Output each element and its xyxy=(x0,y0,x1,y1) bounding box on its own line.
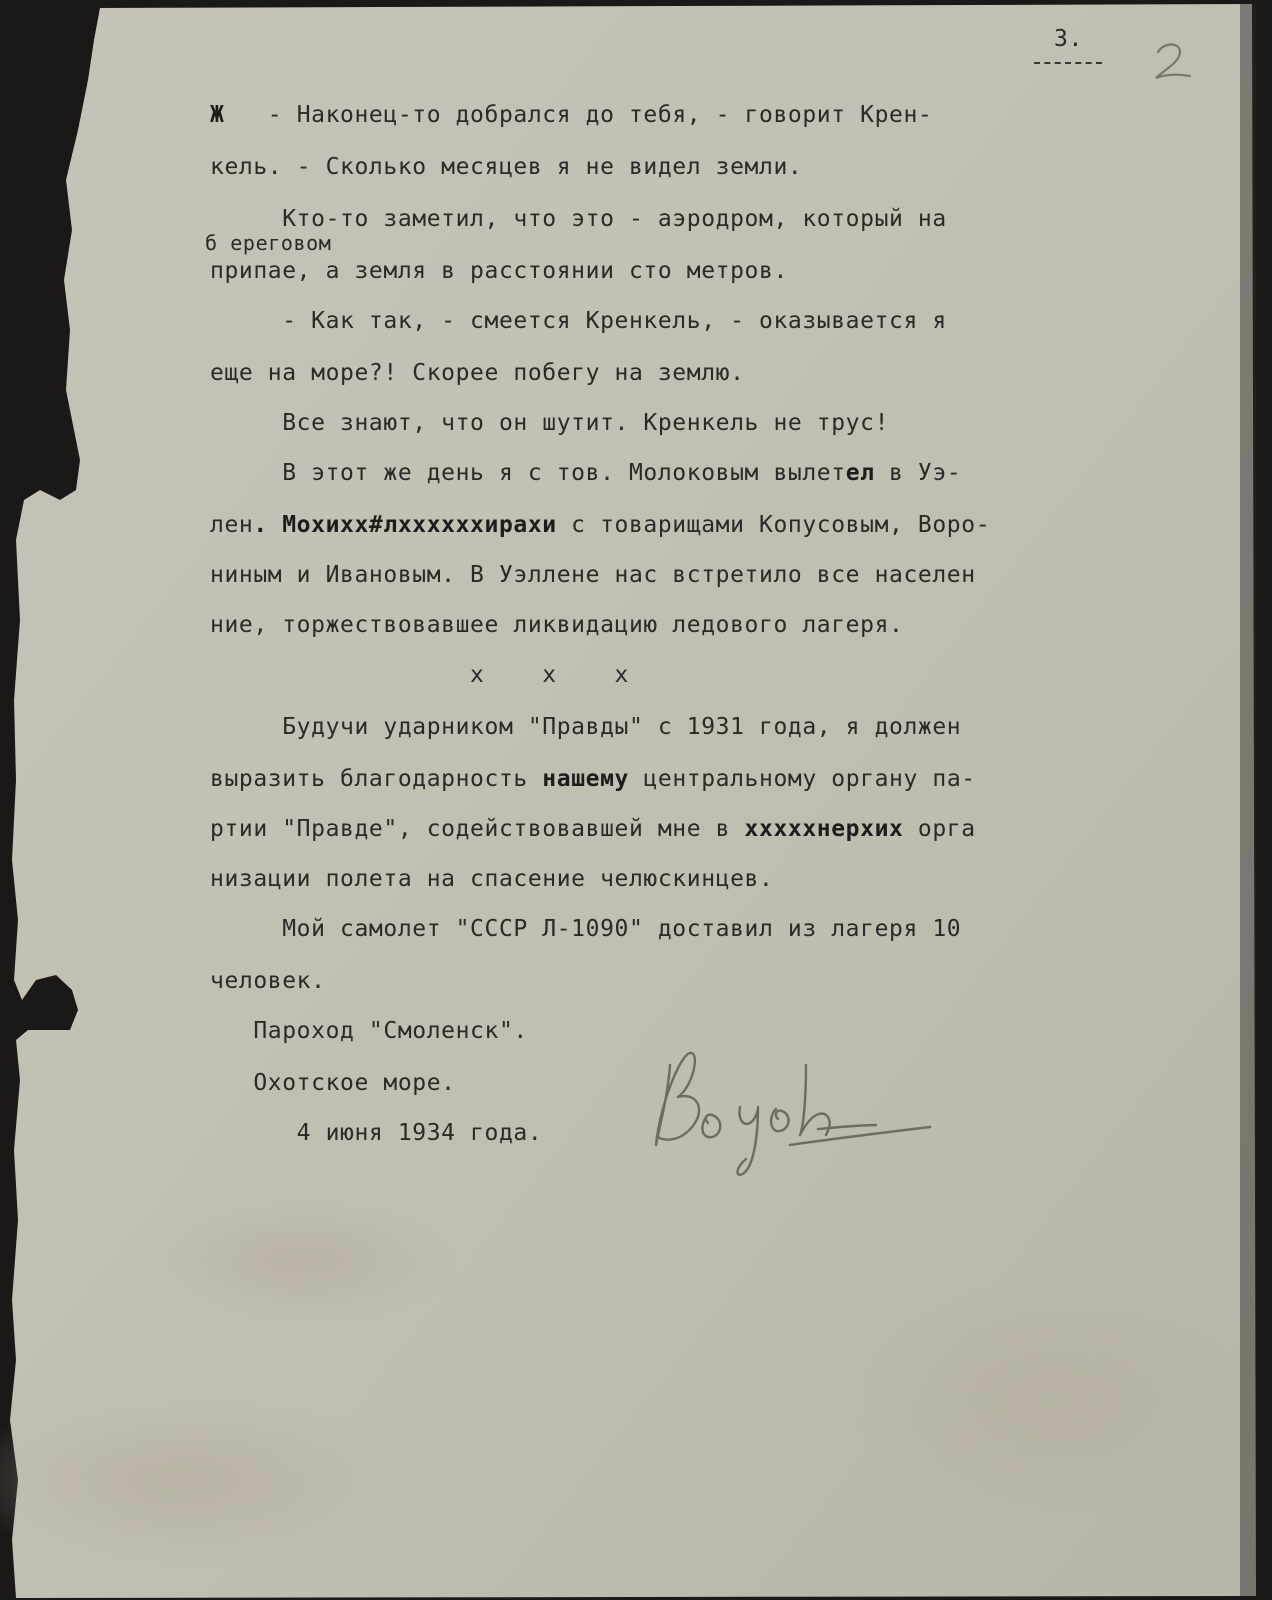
location-line xyxy=(210,1070,456,1096)
line-text: 4 июня 1934 года. xyxy=(210,1120,543,1146)
overtyped-text: хххххнерхих xyxy=(744,816,904,842)
overtyped-text: . Мохихх#лххххххирахи xyxy=(253,512,557,538)
line-text: Мой самолет "СССР Л-1090" доставил из лагеря 10 xyxy=(210,916,962,942)
typed-line xyxy=(210,916,961,942)
typed-line xyxy=(210,766,976,792)
line-text: лен xyxy=(210,512,254,538)
line-text: орга xyxy=(903,816,976,842)
line-text: ниным и Ивановым. В Уэллене нас встретило все населен xyxy=(210,562,976,588)
typed-line xyxy=(210,206,947,232)
archive-folio-number xyxy=(1150,40,1200,82)
line-text: еще на море?! Скорее побегу на землю. xyxy=(210,360,745,386)
page-number: 3. xyxy=(1054,26,1083,52)
typed-line xyxy=(210,154,802,180)
line-text: Пароход "Смоленск". xyxy=(210,1018,528,1044)
overtyped-text: Ж xyxy=(210,102,225,128)
line-text: низации полета на спасение челюскинцев. xyxy=(210,866,774,892)
typed-line xyxy=(210,816,976,842)
typed-line xyxy=(210,562,976,588)
location-line xyxy=(210,1018,528,1044)
line-text: Охотское море. xyxy=(210,1070,456,1096)
typed-line xyxy=(210,460,961,486)
handwritten-signature xyxy=(650,1045,950,1195)
typed-line xyxy=(210,410,889,436)
line-text: - Наконец-то добрался до тебя, - говорит Крен- xyxy=(224,102,933,128)
line-text: с товарищами Копусовым, Воро- xyxy=(556,512,991,538)
line-text: центральному органу па- xyxy=(628,766,976,792)
line-text: - Как так, - смеется Кренкель, - оказывается я xyxy=(210,308,947,334)
typed-line xyxy=(210,360,745,386)
typed-line xyxy=(210,308,947,334)
date-line xyxy=(210,1120,542,1146)
line-text: б ереговом xyxy=(205,231,332,255)
typed-line xyxy=(210,512,990,538)
section-divider xyxy=(210,662,629,688)
page-number-rule xyxy=(1034,62,1102,64)
typed-line xyxy=(210,102,932,128)
overtyped-text: ел xyxy=(845,460,875,486)
line-text: В этот же день я с тов. Молоковым вылет xyxy=(210,460,846,486)
line-text: ртии "Правде", содействовавшей мне в xyxy=(210,816,745,842)
typed-line xyxy=(210,258,788,284)
typed-line xyxy=(210,866,773,892)
line-text: Будучи ударником "Правды" с 1931 года, я должен xyxy=(210,714,962,740)
typed-line xyxy=(205,232,331,254)
line-text: в Уэ- xyxy=(874,460,962,486)
typed-line xyxy=(210,714,961,740)
line-text: припае, а земля в расстоянии сто метров. xyxy=(210,258,788,284)
line-text: человек. xyxy=(210,968,326,994)
line-text: Все знают, что он шутит. Кренкель не трус! xyxy=(210,410,890,436)
overtyped-text: нашему xyxy=(542,766,629,792)
typed-line xyxy=(210,968,326,994)
line-text: ние, торжествовавшее ликвидацию ледового лагеря. xyxy=(210,612,904,638)
line-text: Кто-то заметил, что это - аэродром, который на xyxy=(210,206,947,232)
line-text: x x x xyxy=(210,662,629,688)
line-text: выразить благодарность xyxy=(210,766,543,792)
typed-line xyxy=(210,612,903,638)
line-text: кель. - Сколько месяцев я не видел земли. xyxy=(210,154,803,180)
